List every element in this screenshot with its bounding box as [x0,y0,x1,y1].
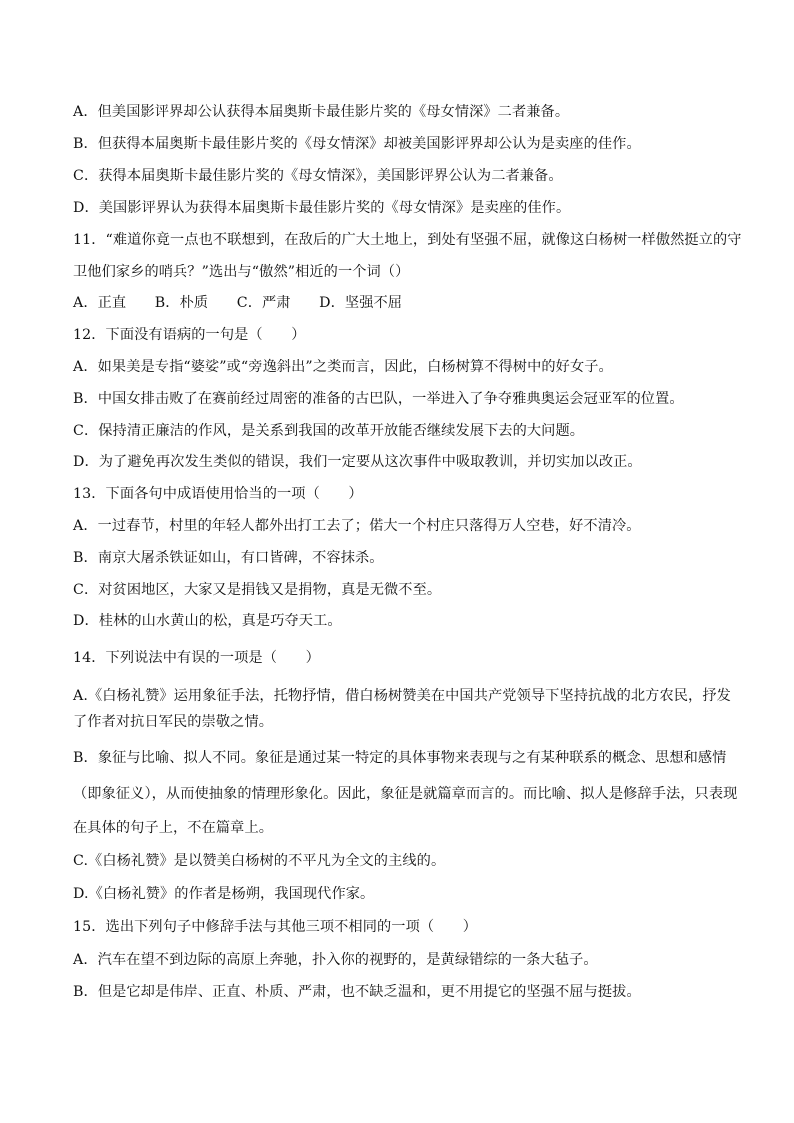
q13-option-d: D．桂林的山水黄山的松，真是巧夺天工。 [73,613,342,629]
q14-option-b-line3: 在具体的句子上，不在篇章上。 [73,820,274,836]
q15-stem: 15．选出下列句子中修辞手法与其他三项不相同的一项（ ） [73,919,478,935]
q12-option-d: D．为了避免再次发生类似的错误，我们一定要从这次事件中吸取教训，并切实加以改正。 [73,454,642,470]
q14-option-b-line1: B．象征与比喻、拟人不同。象征是通过某一特定的具体事物来表现与之有某种联系的概念、思想和感情 [73,750,727,766]
q11-stem-line2: 卫他们家乡的哨兵？”选出与“傲然”相近的一个词（） [73,264,410,280]
q14-option-b-line2: （即象征义），从而使抽象的情理形象化。因此，象征是就篇章而言的。而比喻、拟人是修辞手法，只表现 [73,786,738,802]
q14-option-a-line2: 了作者对抗日军民的崇敬之情。 [73,714,274,730]
q14-option-d: D.《白杨礼赞》的作者是杨朔，我国现代作家。 [73,886,375,902]
q10-option-d: D．美国影评界认为获得本届奥斯卡最佳影片奖的《母女情深》是卖座的佳作。 [73,200,571,216]
q14-option-a-line1: A.《白杨礼赞》运用象征手法，托物抒情，借白杨树赞美在中国共产党领导下坚持抗战的北方农民，抒发 [73,688,731,704]
q12-option-a: A．如果美是专指“婆娑”或“旁逸斜出”之类而言，因此，白杨树算不得树中的好女子。 [73,359,613,375]
q11-stem-line1: 11．“难道你竟一点也不联想到，在敌后的广大土地上，到处有坚强不屈，就像这白杨树一样傲然挺立的守 [73,232,742,248]
q13-option-a: A．一过春节，村里的年轻人都外出打工去了；偌大一个村庄只落得万人空巷，好不清冷。 [73,518,641,534]
q12-option-c: C．保持清正廉洁的作风，是关系到我国的改革开放能否继续发展下去的大问题。 [73,423,585,439]
q10-option-b: B．但获得本届奥斯卡最佳影片奖的《母女情深》却被美国影评界却公认为是卖座的佳作。 [73,136,641,152]
q15-option-b: B．但是它却是伟岸、正直、朴质、严肃，也不缺乏温和，更不用提它的坚强不屈与挺拔。 [73,984,641,1000]
q14-option-c: C.《白杨礼赞》是以赞美白杨树的不平凡为全文的主线的。 [73,853,446,869]
q13-option-b: B．南京大屠杀铁证如山，有口皆碑，不容抹杀。 [73,550,384,566]
q12-option-b: B．中国女排击败了在赛前经过周密的准备的古巴队，一举进入了争夺雅典奥运会冠亚军的位置。 [73,391,684,407]
q11-options: A．正直 B．朴质 C．严肃 D．坚强不屈 [73,295,403,311]
q15-option-a: A．汽车在望不到边际的高原上奔驰，扑入你的视野的，是黄绿错综的一条大毡子。 [73,952,598,968]
q14-stem: 14．下列说法中有误的一项是（ ） [73,650,320,666]
q10-option-c: C．获得本届奥斯卡最佳影片奖的《母女情深》，美国影评界公认为二者兼备。 [73,168,563,184]
q13-option-c: C．对贫困地区，大家又是捐钱又是捐物，真是无微不至。 [73,582,442,598]
q13-stem: 13．下面各句中成语使用恰当的一项（ ） [73,486,363,502]
q12-stem: 12．下面没有语病的一句是（ ） [73,327,306,343]
q10-option-a: A．但美国影评界却公认获得本届奥斯卡最佳影片奖的《母女情深》二者兼备。 [73,104,570,120]
